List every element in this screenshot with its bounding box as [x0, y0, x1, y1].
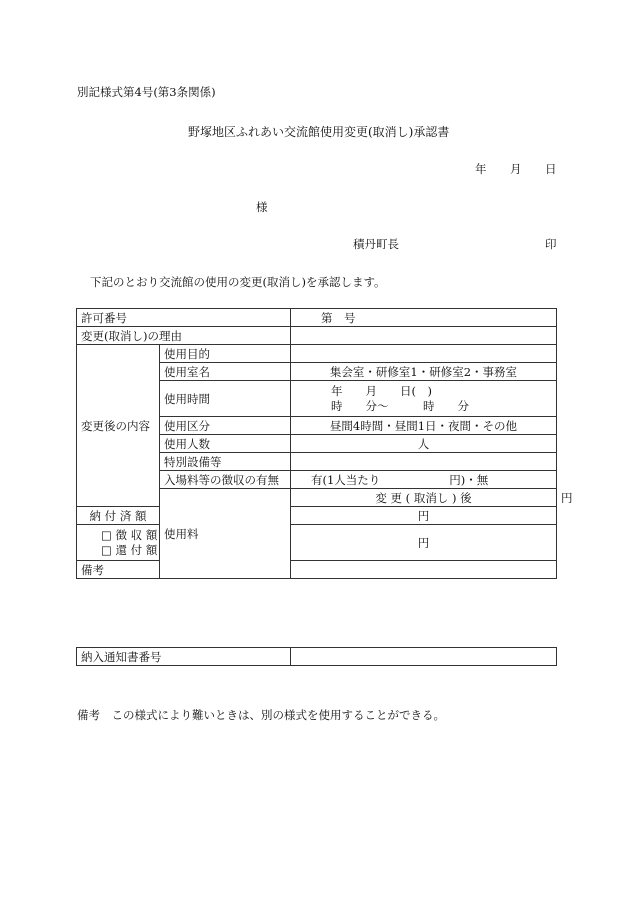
collect-refund-value: 円	[291, 525, 557, 561]
table-row	[77, 309, 557, 327]
table-row	[77, 507, 557, 525]
paid-amount-value: 円	[291, 507, 557, 525]
table-row: 使用料 変 更 ( 取消し ) 後 円	[77, 489, 557, 507]
refund-amount-label[interactable]: □ 還 付 額	[101, 542, 158, 557]
reason-label: 変更(取消し)の理由	[77, 327, 291, 345]
notice-number-label: 納入通知書番号	[77, 648, 291, 666]
approval-table	[76, 308, 573, 579]
time-label: 使用時間	[160, 381, 291, 417]
table-row	[77, 345, 557, 363]
notice-number-table	[76, 647, 557, 666]
form-reference: 別記様式第4号(第3条関係)	[77, 85, 216, 99]
intro-text: 下記のとおり交流館の使用の変更(取消し)を承認します。	[90, 275, 386, 289]
admission-value: 有(1人当たり 円)・無	[291, 471, 557, 489]
reason-value[interactable]	[291, 327, 557, 345]
time-date-line: 年 月 日( )	[331, 383, 432, 398]
time-clock-line: 時 分～ 時 分	[331, 398, 469, 413]
date-month: 月	[510, 162, 522, 176]
division-value: 昼間4時間・昼間1日・夜間・その他	[291, 417, 557, 435]
division-label: 使用区分	[160, 417, 291, 435]
table-row	[77, 327, 557, 345]
collect-refund-labels	[77, 525, 160, 561]
permit-number-value: 第 号	[291, 309, 557, 327]
purpose-label: 使用目的	[160, 345, 291, 363]
after-change-fee-label: 変 更 ( 取消し ) 後	[291, 489, 557, 507]
table-row	[77, 525, 557, 561]
notice-number-value[interactable]	[291, 648, 557, 666]
room-label: 使用室名	[160, 363, 291, 381]
remarks-value[interactable]	[291, 561, 557, 579]
admission-label: 入場料等の徴収の有無	[160, 471, 291, 489]
people-value: 人	[291, 435, 557, 453]
remarks-label: 備考	[77, 561, 291, 579]
date-year: 年	[475, 162, 487, 176]
date-day: 日	[545, 162, 557, 176]
time-value	[291, 381, 557, 417]
seal-mark: 印	[545, 237, 557, 251]
after-change-label: 変更後の内容	[77, 345, 160, 507]
addressee-suffix: 様	[256, 200, 268, 214]
table-row	[77, 648, 557, 666]
equipment-label: 特別設備等	[160, 453, 291, 471]
fee-label: 使用料	[160, 489, 291, 579]
room-value: 集会室・研修室1・研修室2・事務室	[291, 363, 557, 381]
equipment-value[interactable]	[291, 453, 557, 471]
paid-amount-label: 納 付 済 額	[77, 507, 160, 525]
issuer-name: 積丹町長	[353, 237, 399, 251]
footer-note: 備考 この様式により難いときは、別の様式を使用することができる。	[77, 708, 445, 722]
permit-number-label: 許可番号	[77, 309, 291, 327]
collect-amount-label[interactable]: □ 徴 収 額	[101, 527, 158, 542]
table-row	[77, 561, 557, 579]
people-label: 使用人数	[160, 435, 291, 453]
document-title: 野塚地区ふれあい交流館使用変更(取消し)承認書	[188, 125, 450, 139]
purpose-value[interactable]	[291, 345, 557, 363]
